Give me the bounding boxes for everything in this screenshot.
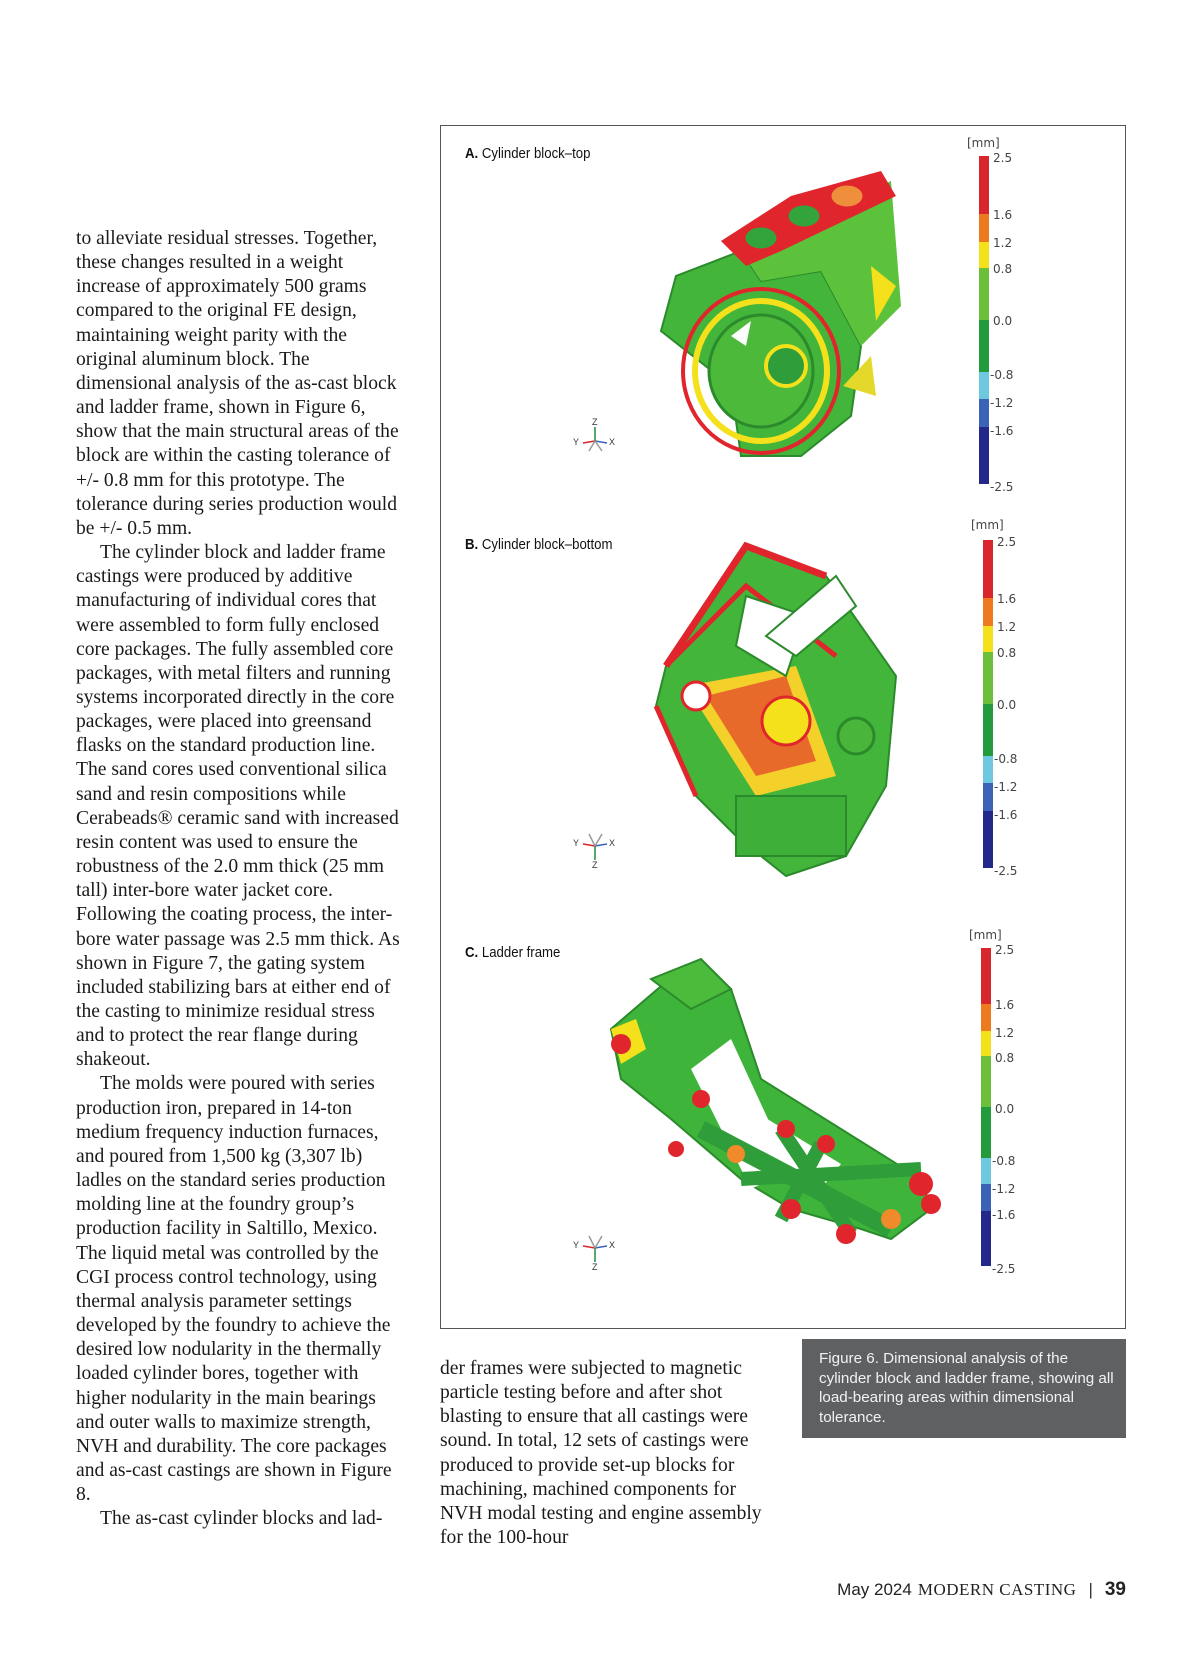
- scale-unit: [mm]: [969, 928, 1002, 942]
- scale-tick: 1.2: [993, 236, 1013, 250]
- paragraph: to alleviate residual stresses. Together, these changes resulted in a weight increase of approximately 500 grams compared to the original FE design, maintaining weight parity with the original aluminum block. The dimensional analysis of the as-cast block and ladder frame, shown in Figure 6, show that the main structural areas of the block are within the casting tolerance of +/- 0.8 mm for this prototype. The tolerance during series production would be +/- 0.5 mm.: [76, 228, 399, 539]
- scale-tick: -1.2: [994, 780, 1018, 794]
- scale-tick: -1.6: [994, 808, 1018, 822]
- figure-caption: [802, 1339, 1126, 1438]
- paragraph: The molds were poured with series production iron, prepared in 14-ton medium frequency induction furnaces, and poured from 1,500 kg (3,307 lb) ladles on the standard series production molding line at the foundry group’s production facility in Saltillo, Mexico. The liquid metal was controlled by the CGI process control technology, using thermal analysis parameter settings developed by the foundry to achieve the desired low nodularity in the thermally loaded cylinder bores, together with higher nodularity in the main bearings and outer walls to maximize strength, NVH and durability. The core packages and as-cast castings are shown in Figure 8.: [76, 1073, 392, 1506]
- color-scale-bar: [979, 156, 989, 484]
- panel-c-label: C. Ladder frame: [465, 944, 561, 961]
- scale-tick: 1.6: [995, 998, 1015, 1012]
- issue-date: May 2024: [837, 1580, 912, 1599]
- scale-tick: 0.0: [995, 1102, 1015, 1116]
- scale-tick: 1.2: [997, 620, 1017, 634]
- article-left-column: [76, 227, 406, 1531]
- scale-unit: [mm]: [971, 518, 1004, 532]
- scale-tick: -0.8: [992, 1154, 1016, 1168]
- scale-tick: -0.8: [990, 368, 1014, 382]
- article-middle-column: [440, 1357, 780, 1550]
- scale-tick: -0.8: [994, 752, 1018, 766]
- paragraph: The cylinder block and ladder frame castings were produced by additive manufacturing of individual cores that were assembled to form fully enclosed core packages. The fully assembled core packages, with metal filters and running systems incorporated directly in the core packages, were placed into greensand flasks on the standard production line. The sand cores used conventional silica sand and resin compositions while Cerabeads® ceramic sand with increased resin content was used to ensure the robustness of the 2.0 mm thick (25 mm tall) inter-bore water jacket core. Following the coating process, the inter-bore water passage was 2.5 mm thick. As shown in Figure 7, the gating system included stabilizing bars at either end of the casting to minimize residual stress and to protect the rear flange during shakeout.: [76, 542, 400, 1071]
- page-footer: [837, 1579, 1126, 1601]
- ladder-frame-render: [591, 949, 951, 1269]
- scale-tick: 2.5: [997, 535, 1017, 549]
- paragraph: The as-cast cylinder blocks and lad-: [100, 1508, 383, 1530]
- scale-tick: 1.2: [995, 1026, 1015, 1040]
- scale-tick: 2.5: [993, 151, 1013, 165]
- scale-tick: -2.5: [994, 864, 1018, 878]
- scale-tick: 0.0: [997, 698, 1017, 712]
- axis-triad: Z Y X: [575, 1228, 615, 1270]
- scale-tick: 1.6: [997, 592, 1017, 606]
- cylinder-block-bottom-render: [636, 536, 926, 886]
- paragraph: der frames were subjected to magnetic particle testing before and after shot blasting to ensure that all castings were sound. In total, 12 sets of castings were produced to provide set-up blocks for machining, machined components for NVH modal testing and engine assembly for the 100-hour: [440, 1358, 762, 1549]
- footer-divider: |: [1088, 1580, 1093, 1599]
- figure-panel-c: [441, 928, 1125, 1324]
- scale-tick: -1.2: [990, 396, 1014, 410]
- scale-tick: 2.5: [995, 943, 1015, 957]
- scale-tick: 0.8: [997, 646, 1017, 660]
- scale-tick: -2.5: [992, 1262, 1016, 1276]
- figure-6: [440, 125, 1126, 1329]
- scale-tick: 0.0: [993, 314, 1013, 328]
- scale-tick: -1.6: [990, 424, 1014, 438]
- axis-triad: Z Y X: [575, 826, 615, 868]
- scale-tick: 0.8: [993, 262, 1013, 276]
- panel-a-label: A. Cylinder block–top: [465, 145, 591, 162]
- page-number: 39: [1104, 1579, 1126, 1600]
- figure-panel-b: [441, 518, 1125, 936]
- color-scale-bar: [983, 540, 993, 868]
- scale-tick: -2.5: [990, 480, 1014, 494]
- scale-unit: [mm]: [967, 136, 1000, 150]
- cylinder-block-top-render: [621, 156, 921, 486]
- color-scale-bar: [981, 948, 991, 1266]
- figure-caption-text: Figure 6. Dimensional analysis of the cylinder block and ladder frame, showing all load-bearing areas within dimensional tolerance.: [819, 1350, 1114, 1426]
- axis-triad: Z Y X: [575, 421, 615, 463]
- figure-panel-a: [441, 126, 1125, 526]
- magazine-name: MODERN CASTING: [917, 1580, 1077, 1599]
- panel-b-label: B. Cylinder block–bottom: [465, 536, 613, 553]
- scale-tick: 0.8: [995, 1051, 1015, 1065]
- scale-tick: -1.2: [992, 1182, 1016, 1196]
- scale-tick: 1.6: [993, 208, 1013, 222]
- scale-tick: -1.6: [992, 1208, 1016, 1222]
